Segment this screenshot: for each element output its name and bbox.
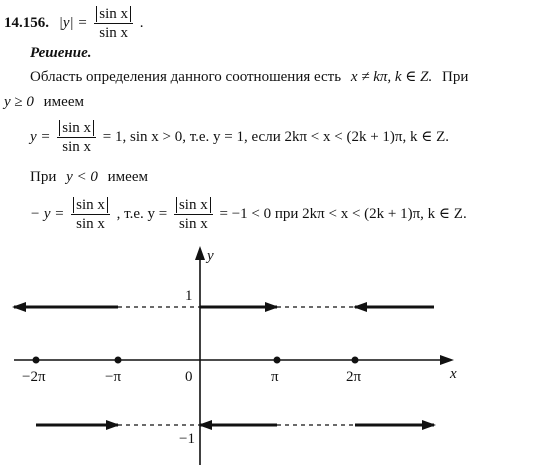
tick-label-2pi: 2π (346, 369, 362, 385)
case2-numerator-1: sin x (73, 197, 108, 213)
case1-text: имеем (43, 94, 84, 110)
y-label-1: 1 (185, 288, 193, 304)
case2-fraction-1 (71, 196, 110, 233)
case1-formula (30, 119, 449, 156)
problem-statement (4, 5, 144, 42)
tick-label-neg-pi: −π (105, 369, 122, 385)
case1-numerator: sin x (59, 120, 94, 136)
tick-point-neg-2pi (33, 357, 40, 364)
case2-tail: имеем (107, 169, 148, 185)
problem-lhs: |y| = (58, 14, 88, 31)
problem-number: 14.156. (4, 14, 49, 31)
problem-numerator: sin x (96, 6, 131, 22)
case2-condition: y < 0 (66, 169, 98, 185)
problem-end: . (139, 14, 144, 31)
case2-rhs: = −1 < 0 при 2kπ < x < (2k + 1)π, k ∈ Z. (219, 205, 467, 222)
case2-formula (30, 196, 467, 233)
case1-condition: y ≥ 0 (4, 94, 34, 110)
case2-lhs: − y = (30, 205, 65, 222)
tick-label-pi: π (271, 369, 279, 385)
case1-fraction (57, 119, 96, 156)
y-axis-label: y (207, 248, 214, 264)
origin-label: 0 (185, 369, 193, 385)
solution-graph (0, 238, 534, 465)
case1-denominator: sin x (62, 139, 92, 155)
x-axis-arrowhead (440, 355, 454, 365)
domain-tail: При (442, 69, 469, 85)
x-axis-label: x (450, 366, 457, 382)
tick-point-neg-pi (115, 357, 122, 364)
tick-point-2pi (352, 357, 359, 364)
case2-mid: , т.е. y = (116, 205, 168, 222)
case1-lhs: y = (30, 128, 51, 145)
case2-numerator-2: sin x (176, 197, 211, 213)
problem-denominator: sin x (99, 25, 129, 41)
tick-label-neg-2pi: −2π (22, 369, 46, 385)
case2-text: При (30, 169, 57, 185)
case1-rhs: = 1, sin x > 0, т.е. y = 1, если 2kπ < x < (2k + 1)π, k ∈ Z. (102, 128, 449, 145)
domain-condition: x ≠ kπ, k ∈ Z. (350, 69, 433, 85)
solution-heading: Решение. (30, 45, 92, 61)
domain-text: Область определения данного соотношения есть (30, 69, 342, 85)
problem-fraction (94, 5, 133, 42)
domain-line (30, 68, 468, 86)
case2-intro (30, 168, 148, 186)
tick-point-pi (274, 357, 281, 364)
case2-denominator-1: sin x (76, 216, 105, 232)
y-label-neg-1: −1 (179, 431, 195, 447)
y-axis-arrowhead (195, 246, 205, 260)
case1-intro (4, 93, 84, 111)
case2-fraction-2 (174, 196, 213, 233)
case2-denominator-2: sin x (178, 216, 208, 232)
